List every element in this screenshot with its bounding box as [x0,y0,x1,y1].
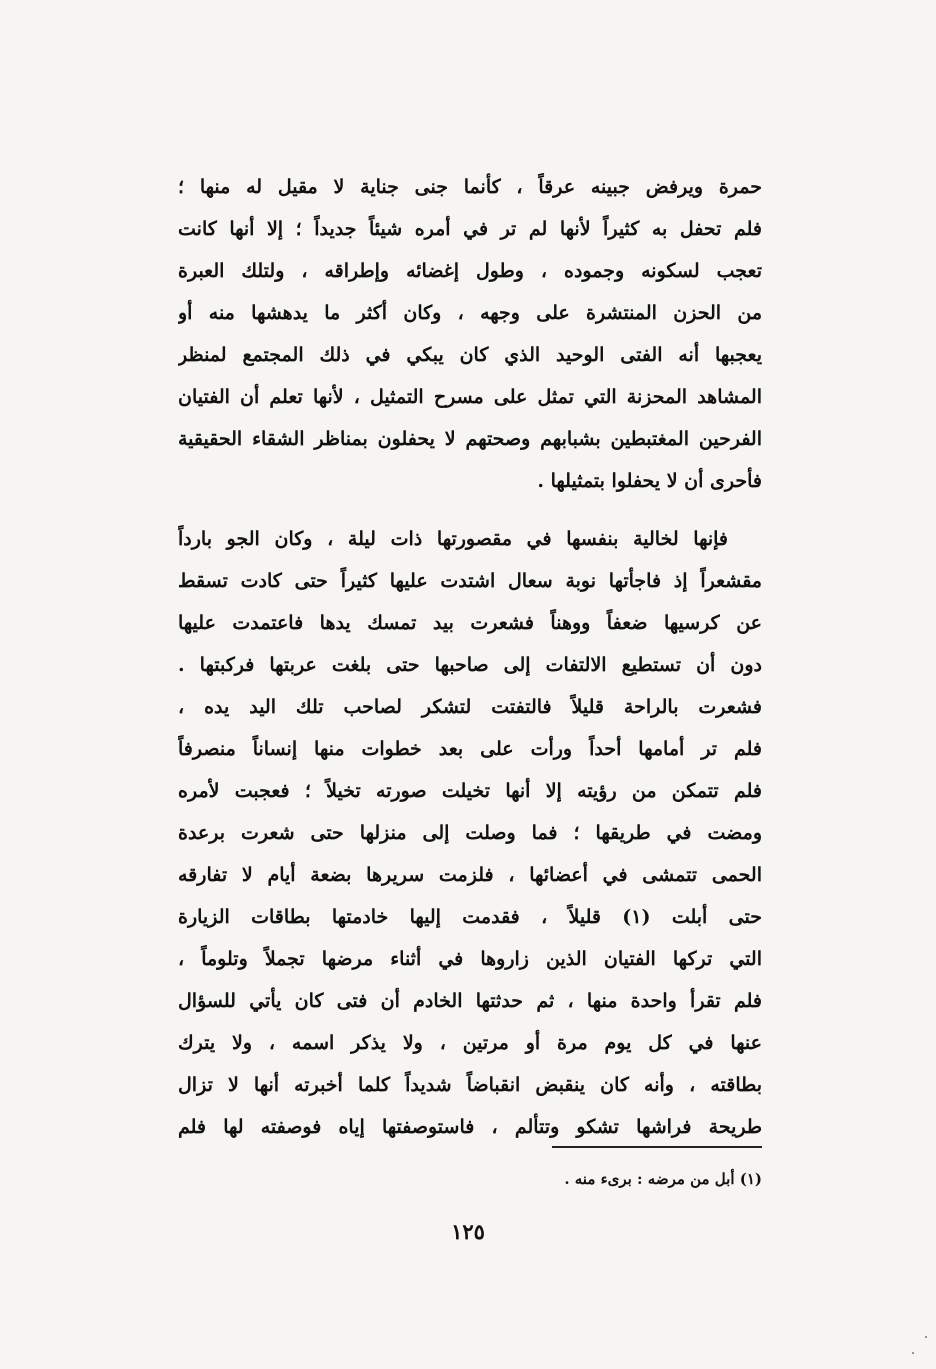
text-line: الفرحين المغتبطين بشبابهم وصحتهم لا يحفلون بمناظر الشقاء الحقيقية [178,428,762,450]
text-line: فلم تقرأ واحدة منها ، ثم حدثتها الخادم أن فتى كان يأتي للسؤال [178,990,762,1012]
text-line: عنها في كل يوم مرة أو مرتين ، ولا يذكر اسمه ، ولا يترك [178,1032,762,1054]
paragraph-2 [178,518,762,1148]
text-line: فشعرت بالراحة قليلاً فالتفتت لتشكر لصاحب تلك اليد يده ، [178,696,762,718]
text-line: تعجب لسكونه وجموده ، وطول إغضائه وإطراقه ، ولتلك العبرة [178,260,762,282]
text-line: فلم تتمكن من رؤيته إلا أنها تخيلت صورته تخيلاً ؛ فعجبت لأمره [178,780,762,802]
text-line: طريحة فراشها تشكو وتتألم ، فاستوصفتها إياه فوصفته لها فلم [178,1116,762,1138]
scan-speck [912,1352,914,1354]
page-number: ١٢٥ [451,1219,485,1244]
text-line: دون أن تستطيع الالتفات إلى صاحبها حتى بلغت عربتها فركبتها . [178,654,762,676]
text-line: عن كرسيها ضعفاً ووهناً فشعرت بيد تمسك يدها فاعتمدت عليها [178,612,762,634]
text-line: فأحرى أن لا يحفلوا بتمثيلها . [537,470,762,492]
text-line: مقشعراً إذ فاجأتها نوبة سعال اشتدت عليها كثيراً حتى كادت تسقط [178,570,762,592]
text-line: فلم تر أمامها أحداً ورأت على بعد خطوات منها إنساناً منصرفاً [178,738,762,760]
text-line: بطاقته ، وأنه كان ينقبض انقباضاً شديداً كلما أخبرته أنها لا تزال [178,1074,762,1096]
scan-speck [925,1336,927,1338]
text-line: التي تركها الفتيان الذين زاروها في أثناء مرضها تجملاً وتلوماً ، [178,948,762,970]
text-line: الحمى تتمشى في أعضائها ، فلزمت سريرها بضعة أيام لا تفارقه [178,864,762,886]
paragraph-1 [178,166,762,502]
text-line: حمرة ويرفض جبينه عرقاً ، كأنما جنى جناية لا مقيل له منها ؛ [178,176,762,198]
text-line: من الحزن المنتشرة على وجهه ، وكان أكثر ما يدهشها منه أو [178,302,762,324]
footnote-divider [552,1146,762,1148]
text-line: المشاهد المحزنة التي تمثل على مسرح التمثيل ، لأنها تعلم أن الفتيان [178,386,762,408]
text-line: ومضت في طريقها ؛ فما وصلت إلى منزلها حتى شعرت برعدة [178,822,762,844]
text-line: فلم تحفل به كثيراً لأنها لم تر في أمره شيئاً جديداً ؛ إلا أنها كانت [178,218,762,240]
text-line: حتى أبلت (١) قليلاً ، فقدمت إليها خادمتها بطاقات الزيارة [178,906,762,928]
text-line: يعجبها أنه الفتى الوحيد الذي كان يبكي في ذلك المجتمع لمنظر [178,344,762,366]
footnote: (١) أبل من مرضه : برىء منه . [564,1170,762,1188]
text-line: فإنها لخالية بنفسها في مقصورتها ذات ليلة ، وكان الجو بارداً [178,528,728,550]
